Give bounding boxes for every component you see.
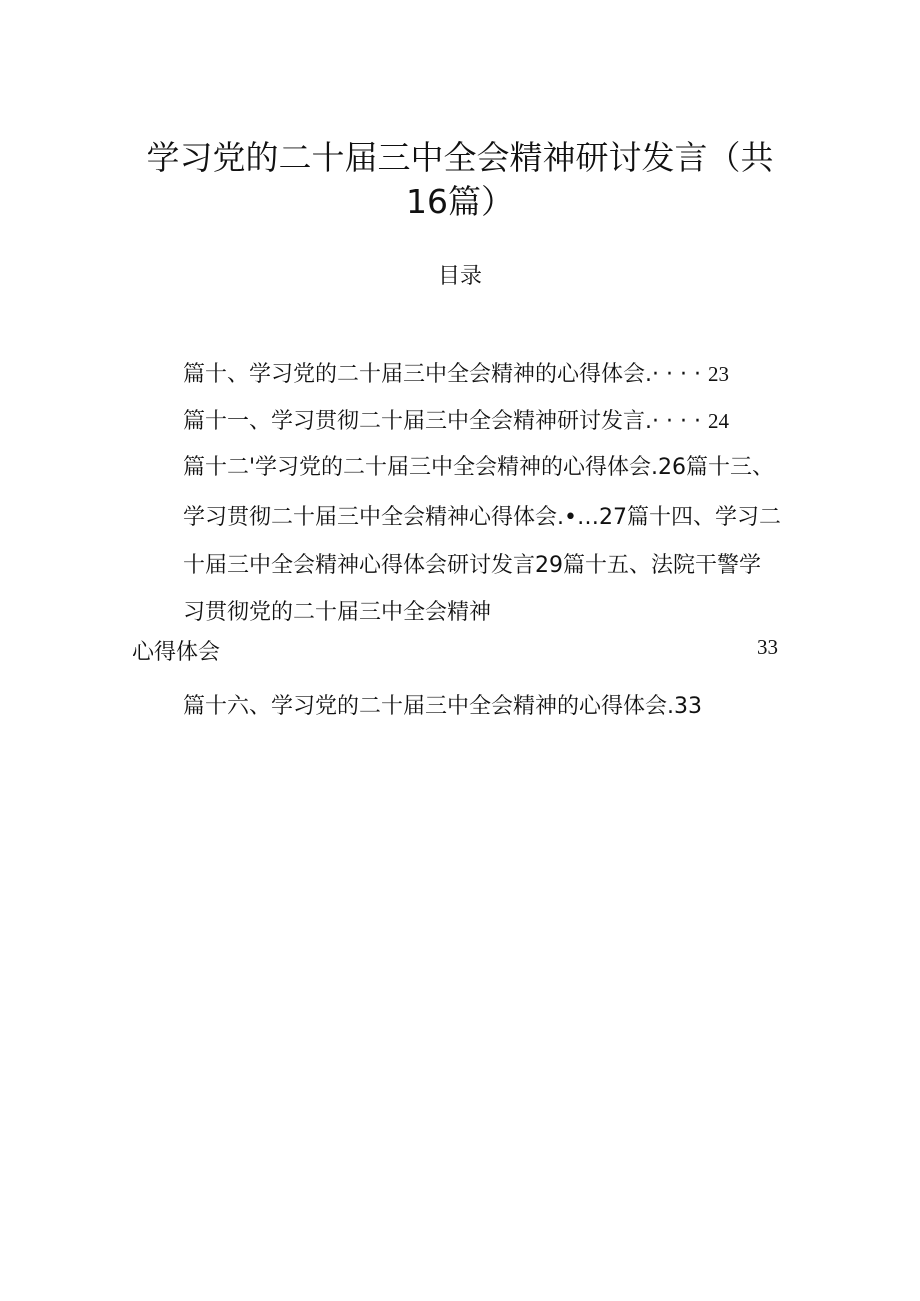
- toc-entry-11-title: 篇十一、学习贯彻二十届三中全会精神研讨发言.: [183, 409, 652, 434]
- toc-entry-16[interactable]: 篇十六、学习党的二十届三中全会精神的心得体会.33: [183, 694, 702, 719]
- toc-heading: 目录: [437, 264, 482, 289]
- toc-entry-10[interactable]: [183, 359, 729, 390]
- toc-entry-11[interactable]: [183, 406, 729, 437]
- toc-text-line-4: 学习贯彻二十届三中全会精神心得体会.•…27篇十四、学习二: [183, 505, 781, 530]
- toc-text-line-6: 习贯彻党的二十届三中全会精神: [183, 600, 492, 625]
- toc-text-line-7: 心得体会: [132, 640, 221, 665]
- document-title-line-2: 16篇）: [406, 182, 514, 221]
- toc-entry-11-page: 24: [707, 409, 729, 433]
- toc-text-line-5: 十届三中全会精神心得体会研讨发言29篇十五、法院干警学: [183, 553, 761, 578]
- toc-entry-10-page: 23: [707, 362, 729, 386]
- toc-page-number-15: 33: [757, 635, 778, 659]
- document-title-line-1: 学习党的二十届三中全会精神研讨发言（共: [146, 138, 774, 177]
- toc-text-line-3: 篇十二'学习党的二十届三中全会精神的心得体会.26篇十三、: [183, 455, 775, 480]
- toc-entry-10-title: 篇十、学习党的二十届三中全会精神的心得体会.: [183, 362, 652, 387]
- toc-entry-10-leader: · · · ·: [652, 362, 708, 387]
- toc-entry-11-leader: · · · ·: [652, 409, 708, 434]
